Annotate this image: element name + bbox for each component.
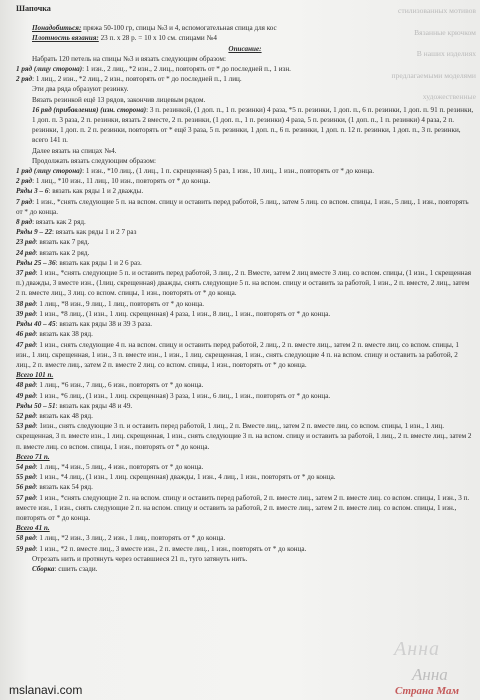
row-instruction: Ряды 25 – 36: вязать как ряды 1 и 2 6 раз. — [16, 258, 142, 267]
row-instruction: 38 ряд: 1 лиц., *8 изн., 9 лиц., 1 лиц., повторять от * до конца. — [16, 299, 205, 308]
description-heading: Описание: — [228, 44, 262, 53]
signature-watermark: Анна — [394, 638, 441, 660]
row-instruction: Ряды 50 – 51: вязать как ряды 48 и 49. — [16, 401, 133, 410]
row-instruction: 55 ряд: 1 изн., *4 лиц., (1 изн., 1 лиц. скрещенная) дважды, 1 изн., 4 лиц., 1 изн., повторять от * до конца. — [16, 473, 336, 482]
row-instruction: 37 ряд: 1 изн., *снять следующие 5 п. и оставить перед работой, 3 лиц., 2 п. Вместе, затем 2 лиц вместе 3 лиц. со вспом. спицы, (1 изн., 1 скрещенная п.) дважды, 3 вместе изн., (1лиц. скрещенная) дважды, снять следующие 5 п. на вспом. спицу и оставить за работой, 1 изн., 2 п. вместе, 2 лиц., затем 2 п. вместе лиц., 3 лиц. со вспом. спицы, 1 изн., повторять от * до конца. — [16, 269, 472, 298]
instruction-line: Отрезать нить и протянуть через оставшиеся 21 п., туго затянуть нить. — [32, 554, 248, 563]
row-instruction: 1 ряд (лицу сторона): 1 изн., 2 лиц., *2 изн., 2 лиц., повторять от * до последней п., 1 изн. — [16, 65, 291, 74]
row-instruction: 7 ряд: 1 изн., *снять следующие 5 п. на вспом. спицу и оставить перед работой, 5 лиц., затем 5 лиц. со вспом. спицы, 1 изн., 5 лиц., 1 изн., повторять от * до конца. — [16, 197, 469, 216]
strana-mam-logo: Страна Мам — [395, 685, 460, 697]
stitch-total: Всего 41 п. — [16, 524, 50, 533]
instruction-line: Набрать 120 петель на спицы №3 и вязать следующим образом: — [32, 54, 226, 63]
instruction-line: Эти два ряда образуют резинку. — [32, 85, 129, 94]
signature-watermark: Анна — [412, 665, 448, 684]
row-instruction: 2 ряд: 1 лиц., 2 изн., *2 лиц., 2 изн., повторять от * до последней п., 1 лиц. — [16, 75, 242, 84]
bleed-line: предлагаемыми моделями — [391, 70, 476, 80]
row-instruction: 48 ряд: 1 лиц., *6 изн., 7 лиц., 6 изн., повторять от * до конца. — [16, 381, 204, 390]
row-instruction: Ряды 40 – 45: вязать как ряды 38 и 39 3 раза. — [16, 320, 153, 329]
bleed-line: стилизованных мотивов — [398, 6, 476, 15]
assembly-line: Сборка: сшить сзади. — [32, 564, 98, 573]
pattern-document — [16, 4, 474, 574]
materials-line: Понадобиться: пряжа 50-100 гр, спицы №3 и 4, вспомогательная спица для кос — [32, 24, 277, 33]
instruction-line: Продолжать вязать следующим образом: — [32, 156, 157, 165]
site-watermark: mslanavi.com — [9, 683, 83, 697]
row-instruction: 8 ряд: вязать как 2 ряд. — [16, 218, 86, 227]
stitch-total: Всего 71 п. — [16, 452, 50, 461]
row-instruction: 16 ряд (прибавления) (изн. сторона): 3 п. резинкой, (1 доп. п., 1 п. резинки) 4 раза, *5 п. резинки, 1 доп. п., 6 п. резинки, 1 доп. п. 91 п. резинки, 1 доп. п. 3 раза, 2 п. резинки, вязать 2 вместе, 2 п. резинки, (1 доп. п., 1 п. резинки) 4 раза, 5 п. резинки, (1 доп. п., 1 п. резинки) 4 раза, 2 п. резинки, 1 доп. п. 2 п. резинки, повторять от * ещё 3 раза, 5 п. резинки, 1 доп. п., 6 п. резинки, 1 доп. п. 12 п. резинки, 1 доп. п., 3 п. резинки, всего 141 п. — [32, 105, 474, 145]
bleed-line: художественные — [422, 92, 476, 101]
bleed-line: В наших изделиях — [416, 49, 476, 58]
instruction-line: Далее вязать на спицах №4. — [32, 146, 117, 155]
row-instruction: 56 ряд: вязать как 54 ряд. — [16, 483, 93, 492]
row-instruction: 47 ряд: 1 изн., снять следующие 4 п. на вспом. спицу и оставить перед работой, 2 лиц., 2 п. вместе лиц., затем 2 п. вместе лиц. со вспом. спицы, 1 изн., 1 лиц. скрещенная, 1 изн., 3 п. вместе изн., 1 изн., 1 лиц. скрещенная, 1 изн., снять следующие 4 п. на вспом. спицу и оставить за работой, 2 лиц., 2 п. вместе лиц., затем 2 п. вместе 2 лиц. со вспом. спицы, 1 изн., повторять от * до конца. — [16, 340, 459, 369]
row-instruction: 58 ряд: 1 лиц., *2 изн., 3 лиц., 2 изн., 1 лиц., повторять от * до конца. — [16, 534, 226, 543]
row-instruction: 49 ряд: 1 изн., *6 лиц., (1 изн., 1 лиц. скрещенная) 3 раза, 1 изн., 6 лиц., 1 изн., повторять от * до конца. — [16, 391, 331, 400]
row-instruction: 1 ряд (лицу сторона): 1 изн., *10 лиц., (1 лиц., 1 п. скрещенная) 5 раз, 1 изн., 10 лиц., 1 изн., повторять от * до конца. — [16, 167, 374, 176]
instruction-line: Вязать резинкой ещё 13 рядов, закончив лицевым рядом. — [32, 95, 206, 104]
stitch-total: Всего 101 п. — [16, 371, 54, 380]
row-instruction: 53 ряд: 1изн., снять следующие 3 п. и оставить перед работой, 1 лиц., 2 п. Вместе лиц., затем 2 п. вместе лиц. со вспом. спицы, 1 изн., 1 лиц. скрещенная, 3 п. вместе изн., 1 лиц. скрещенная, 1 изн., снять следующие 3 п. на вспом. спицу и оставить за работой, 1 лиц., 2 п. вместе лиц., затем 2 п. вместе лиц. со вспом. спицы, 1 изн., повторять от * до конца. — [16, 422, 472, 451]
row-instruction: 59 ряд: 1 изн., *2 п. вместе лиц., 3 вместе изн., 2 п. вместе лиц., 1 изн., повторять от * до конца. — [16, 544, 307, 553]
row-instruction: Ряды 3 – 6: вязать как ряды 1 и 2 дважды. — [16, 187, 144, 196]
row-instruction: Ряды 9 – 22: вязать как ряды 1 и 2 7 раз — [16, 228, 137, 237]
document-title: Шапочка — [16, 4, 51, 13]
row-instruction: 23 ряд: вязать как 7 ряд. — [16, 238, 90, 247]
row-instruction: 2 ряд: 1 лиц., *10 изн., 11 лиц., 10 изн., повторять от * до конца. — [16, 177, 211, 186]
row-instruction: 39 ряд: 1 изн., *8 лиц., (1 изн., 1 лиц. скрещенная) 4 раза, 1 изн., 8 лиц., 1 изн., повторять от * до конца. — [16, 309, 331, 318]
row-instruction: 54 ряд: 1 лиц., *4 изн., 5 лиц., 4 изн., повторять от * до конца. — [16, 462, 204, 471]
bleed-line: Вязанные крючком — [414, 27, 476, 37]
row-instruction: 46 ряд: вязать как 38 ряд. — [16, 330, 93, 339]
row-instruction: 52 ряд: вязать как 48 ряд. — [16, 411, 93, 420]
row-instruction: 24 ряд: вязать как 2 ряд. — [16, 248, 90, 257]
row-instruction: 57 ряд: 1 изн., *снять следующие 2 п. на вспом. спицу и оставить перед работой, 2 п. вместе лиц., затем 2 п. вместе лиц. со вспом. спицы, 1 изн., 3 п. вместе изн., 1 изн., снять следующие 2 п. на вспом. спицу и оставить за работой, 2 п. вместе лиц., затем 2 п. вместе лиц. со вспом. спицы, 1 изн., повторять от * до конца. — [16, 493, 470, 522]
gauge-line: Плотность вязания: 23 п. х 28 р. = 10 х 10 см. спицами №4 — [32, 34, 217, 43]
